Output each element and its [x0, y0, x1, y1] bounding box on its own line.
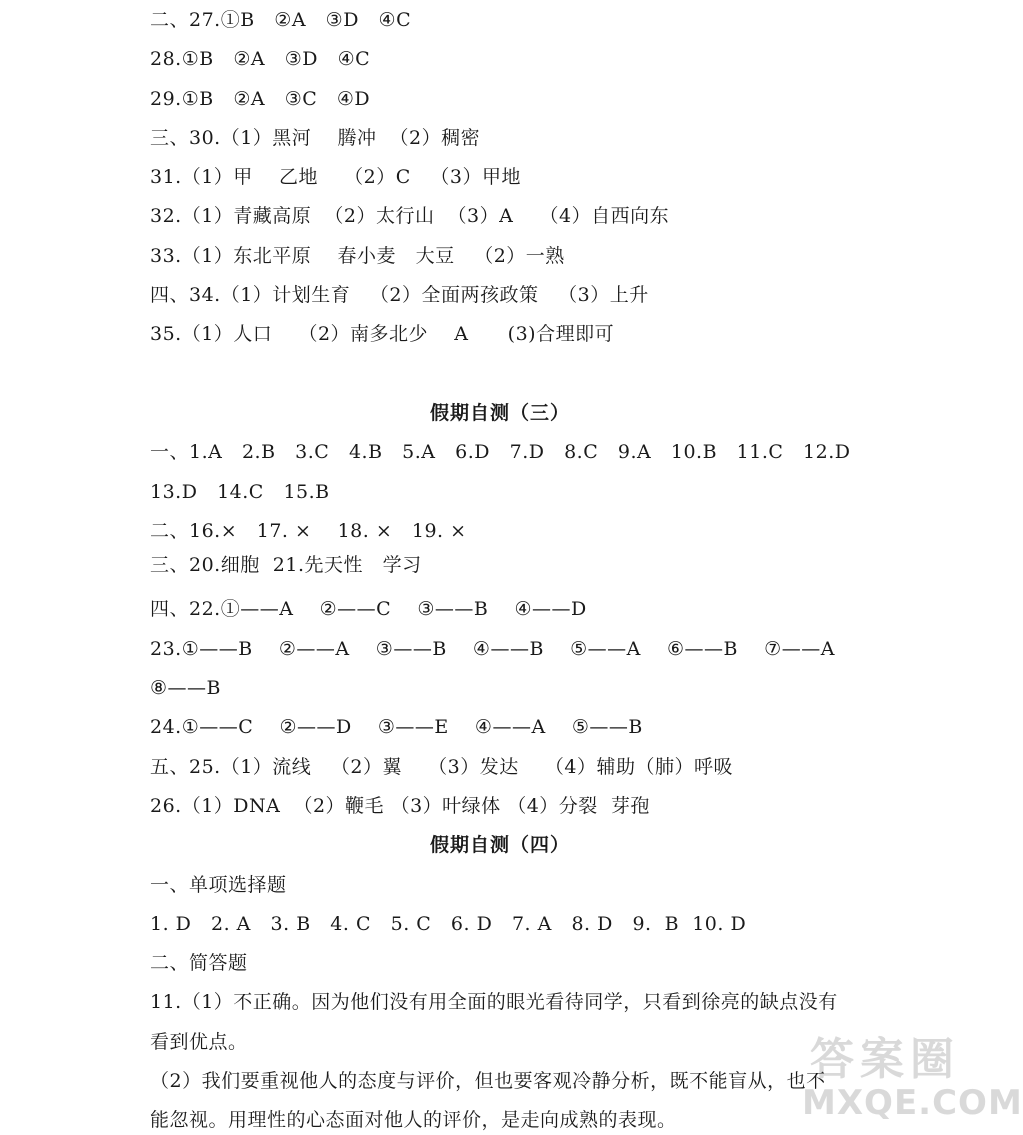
answer-line-34: 四、34.（1）计划生育 （2）全面两孩政策 （3）上升 — [150, 284, 649, 306]
answer-line-35: 35.（1）人口 （2）南多北少 A (3)合理即可 — [150, 323, 615, 345]
s4-line-11d: 能忽视。用理性的心态面对他人的评价，是走向成熟的表现。 — [150, 1109, 677, 1131]
s4-line-choices: 1. D 2. A 3. B 4. C 5. C 6. D 7. A 8. D 9. B 10. D — [150, 913, 747, 935]
answer-line-28: 28.①B ②A ③D ④C — [150, 48, 371, 70]
s3-line-23b: ⑧——B — [150, 677, 221, 699]
s3-line-23: 23.①——B ②——A ③——B ④——B ⑤——A ⑥——B ⑦——A — [150, 638, 835, 660]
s4-heading-short: 二、简答题 — [150, 952, 248, 974]
s4-heading-choice: 一、单项选择题 — [150, 874, 287, 896]
s3-line-1: 一、1.A 2.B 3.C 4.B 5.A 6.D 7.D 8.C 9.A 10.B 11.C 12.D — [150, 441, 851, 463]
s3-line-25: 五、25.（1）流线 （2）翼 （3）发达 （4）辅助（肺）呼吸 — [150, 756, 734, 778]
watermark-top-text: 答案圈 — [810, 1034, 960, 1085]
s4-line-11b: 看到优点。 — [150, 1031, 248, 1053]
answer-line-32: 32.（1）青藏高原 （2）太行山 （3）A （4）自西向东 — [150, 205, 670, 227]
s3-line-13: 13.D 14.C 15.B — [150, 481, 330, 503]
section-title-3: 假期自测（三） — [429, 402, 570, 424]
s3-line-16: 二、16.× 17. × 18. × 19. × — [150, 520, 467, 542]
answer-line-29: 29.①B ②A ③C ④D — [150, 88, 371, 110]
s3-line-26: 26.（1）DNA （2）鞭毛 （3）叶绿体 （4）分裂 芽孢 — [150, 795, 650, 817]
answer-line-31: 31.（1）甲 乙地 （2）C （3）甲地 — [150, 166, 521, 188]
s3-line-20: 三、20.细胞 21.先天性 学习 — [150, 554, 422, 576]
answer-line-27: 二、27.①B ②A ③D ④C — [150, 9, 412, 31]
answer-line-30: 三、30.（1）黑河 腾冲 （2）稠密 — [150, 127, 481, 149]
watermark-logo — [802, 1021, 1023, 1131]
s3-line-24: 24.①——C ②——D ③——E ④——A ⑤——B — [150, 716, 643, 738]
section-title-4: 假期自测（四） — [429, 834, 570, 856]
s4-line-11c: （2）我们要重视他人的态度与评价，但也要客观冷静分析，既不能盲从，也不 — [150, 1070, 826, 1092]
s3-line-22: 四、22.①——A ②——C ③——B ④——D — [150, 598, 587, 620]
s4-line-11a: 11.（1）不正确。因为他们没有用全面的眼光看待同学，只看到徐亮的缺点没有 — [150, 991, 838, 1013]
watermark-bottom-text: MXQE.COM — [802, 1083, 1023, 1123]
answer-line-33: 33.（1）东北平原 春小麦 大豆 （2）一熟 — [150, 245, 565, 267]
